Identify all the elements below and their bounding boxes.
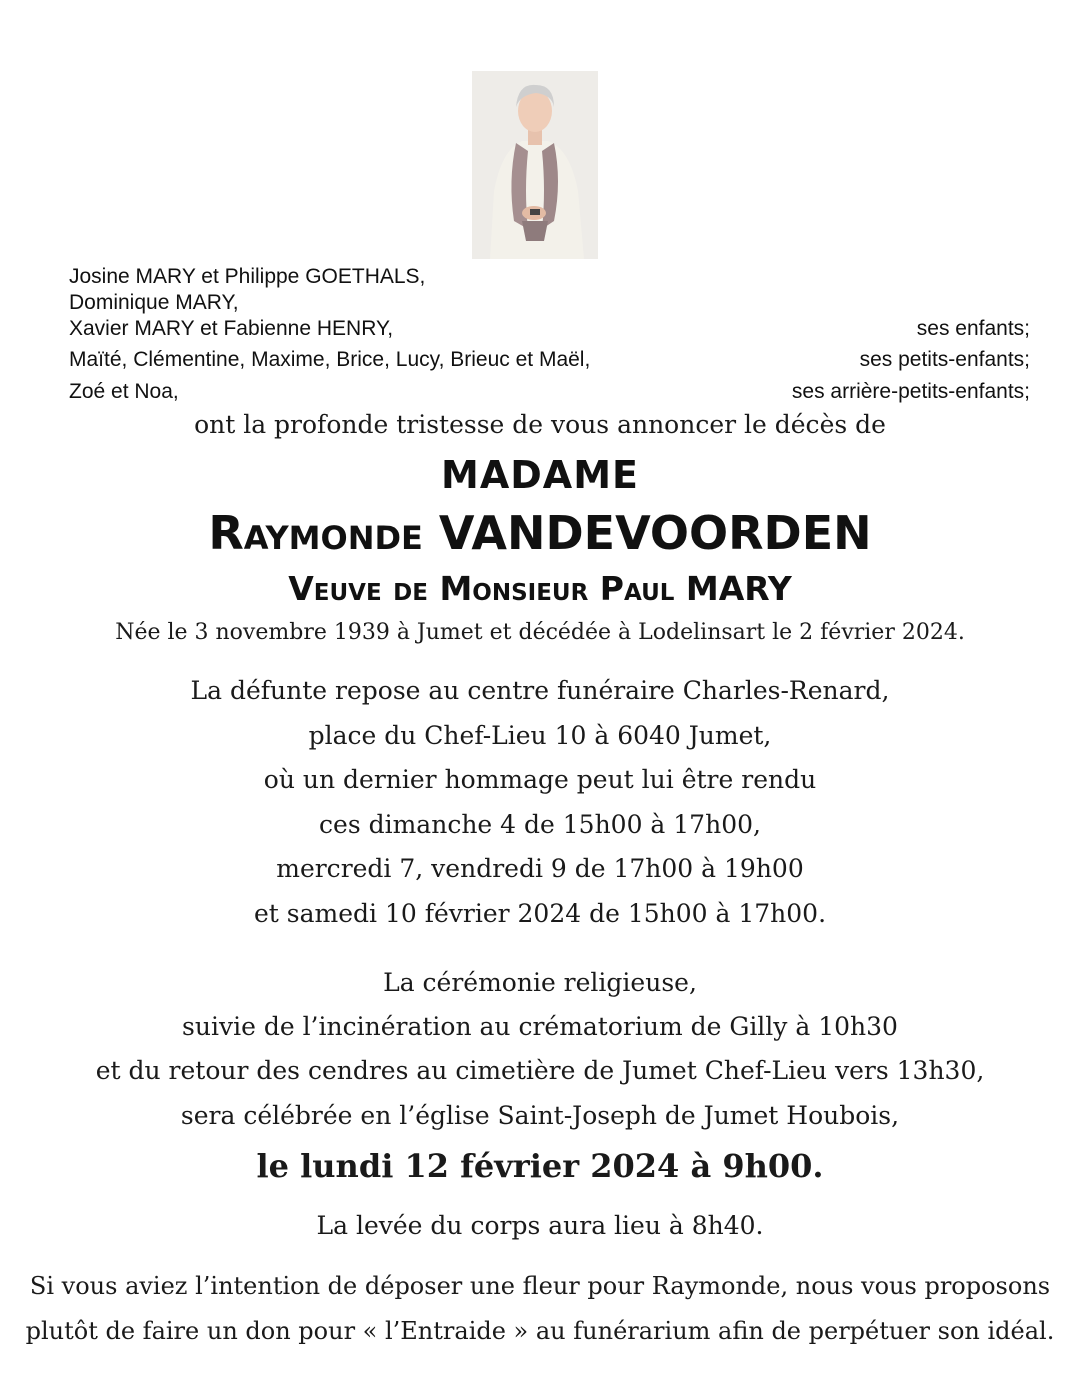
widow-of: Veuve de Monsieur Paul MARY [288, 569, 792, 608]
portrait-illustration [472, 71, 598, 259]
family-child-3: Xavier MARY et Fabienne HENRY, [69, 317, 394, 340]
honorific: MADAME [441, 453, 639, 497]
birth-death-dates: Née le 3 novembre 1939 à Jumet et décédée à Lodelinsart le 2 février 2024. [115, 620, 965, 645]
flowers-line-1: Si vous aviez l’intention de déposer une fleur pour Raymonde, nous vous proposons [29, 1272, 1051, 1300]
body-removal: La levée du corps aura lieu à 8h40. [316, 1211, 764, 1240]
repose-line-3: où un dernier hommage peut lui être rendu [263, 765, 817, 794]
repose-line-4: ces dimanche 4 de 15h00 à 17h00, [319, 810, 761, 839]
ceremony-date: le lundi 12 février 2024 à 9h00. [256, 1147, 824, 1185]
grandchildren-role: ses petits-enfants; [859, 348, 1030, 371]
family-child-2: Dominique MARY, [69, 291, 239, 314]
great-grandchildren: Zoé et Noa, [69, 380, 179, 403]
ceremony-line-3: et du retour des cendres au cimetière de Jumet Chef-Lieu vers 13h30, [95, 1056, 985, 1085]
repose-line-6: et samedi 10 février 2024 de 15h00 à 17h00. [253, 899, 827, 928]
flowers-line-2: plutôt de faire un don pour « l’Entraide » au funérarium afin de perpétuer son idéal. [25, 1317, 1055, 1345]
repose-line-5: mercredi 7, vendredi 9 de 17h00 à 19h00 [276, 854, 804, 883]
portrait-photo [472, 71, 598, 259]
children-role: ses enfants; [916, 317, 1030, 340]
great-grandchildren-role: ses arrière-petits-enfants; [791, 380, 1030, 403]
ceremony-line-4: sera célébrée en l’église Saint-Joseph de Jumet Houbois, [180, 1101, 900, 1130]
ceremony-line-2: suivie de l’incinération au crématorium de Gilly à 10h30 [182, 1012, 898, 1041]
repose-line-2: place du Chef-Lieu 10 à 6040 Jumet, [308, 721, 772, 750]
deceased-name: Raymonde VANDEVOORDEN [208, 506, 872, 560]
repose-line-1: La défunte repose au centre funéraire Charles-Renard, [190, 676, 890, 705]
grandchildren: Maïté, Clémentine, Maxime, Brice, Lucy, Brieuc et Maël, [69, 348, 591, 371]
ceremony-line-1: La cérémonie religieuse, [383, 968, 697, 997]
announcement-text: ont la profonde tristesse de vous annoncer le décès de [194, 410, 886, 439]
family-child-1: Josine MARY et Philippe GOETHALS, [69, 265, 426, 288]
